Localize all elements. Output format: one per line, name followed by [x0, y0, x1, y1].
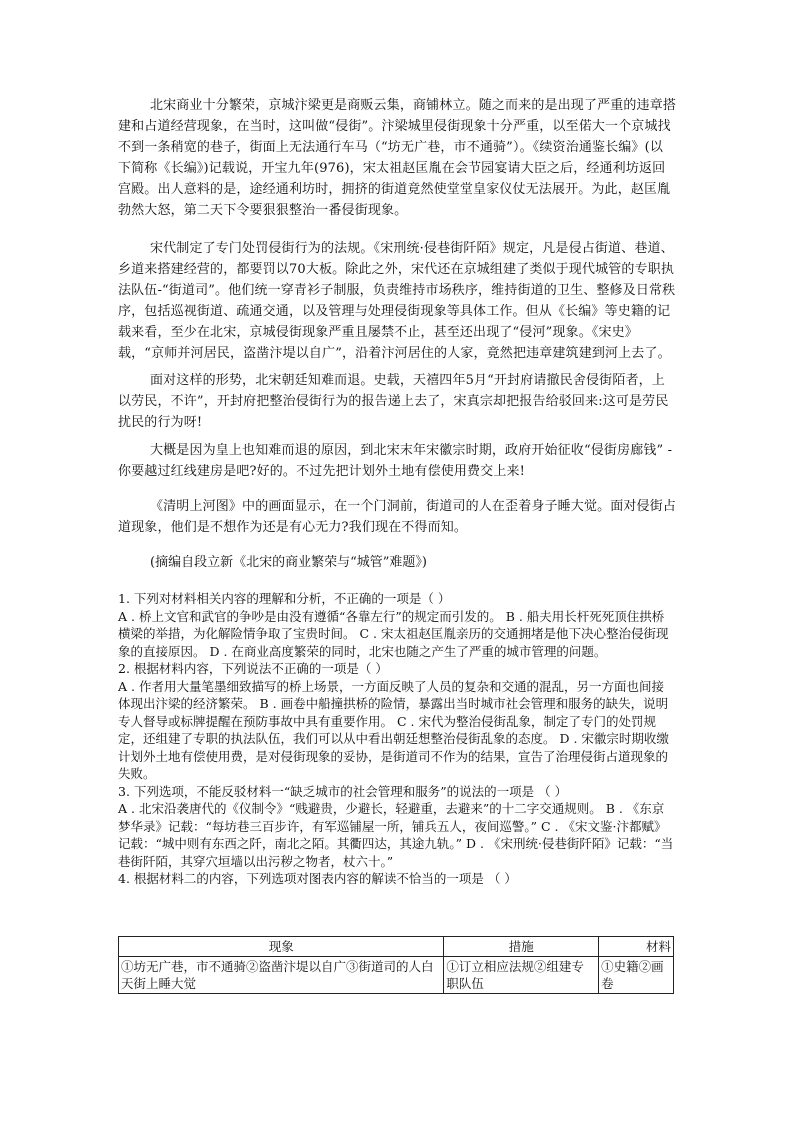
table-cell-phenomenon: ①坊无广巷，市不通骑②盗凿汴堤以自广③街道司的人白天街上睡大觉 — [119, 957, 444, 994]
questions-section — [118, 590, 676, 888]
table-header-row — [119, 937, 674, 957]
paragraph-5: 《清明上河图》中的画面显示，在一个门洞前，街道司的人在歪着身子睡大觉。面对侵街占道现象，他们是不想作为还是有心无力?我们现在不得而知。 — [118, 499, 677, 535]
table-header-phenomenon: 现象 — [119, 937, 444, 957]
analysis-table — [118, 936, 674, 994]
table-header-measures: 措施 — [444, 937, 599, 957]
question-3-options: A . 北宋沿袭唐代的《仪制令》“贱避贵，少避长，轻避重，去避来”的十二字交通规则。 B . 《东京梦华录》记载：“每坊巷三百步许，有军巡铺屋一所，铺兵五人，夜间巡警。” C . 《宋文鉴·汴都赋》记载：“城中则有东西之阡，南北之陌。其衢四达，其途九轨。” D . 《宋刑统·侵巷街阡陌》记载：“当巷街阡陌，其穿穴垣墙以出污秽之物者，杖六十。” — [118, 801, 674, 869]
paragraph-4: 大概是因为皇上也知难而退的原因，到北宋末年宋徽宗时期，政府开始征收“侵街房廊钱” -你要越过红线建房是吧?好的。不过先把计划外土地有偿使用费交上来! — [118, 443, 673, 479]
paragraph-2: 宋代制定了专门处罚侵街行为的法规。《宋刑统·侵巷街阡陌》规定，凡是侵占街道、巷道、乡道来搭建经营的，都要罚以70大板。除此之外，宋代还在京城组建了类似于现代城管的专职执法队伍-“街道司”。他们统一穿青衫子制服，负责维持市场秩序，维持街道的卫生、整修及日常秩序，包括巡视街道、疏通交通，以及管理与处理侵街现象等具体工作。但从《长编》等史籍的记载来看，至少在北宋，京城侵街现象严重且屡禁不止，甚至还出现了“侵河”现象。《宋史》载，“京师并河居民，盗凿汴堤以自广”，沿着汴河居住的人家，竟然把违章建筑建到河上去了。 — [118, 241, 676, 361]
question-3: 3. 下列选项，不能反驳材料一“缺乏城市的社会管理和服务”的说法的一项是 （ ） — [118, 783, 568, 799]
table-header-materials: 材料 — [599, 937, 674, 957]
table-cell-measures: ①订立相应法规②组建专职队伍 — [444, 957, 599, 994]
table-row — [119, 957, 674, 994]
table-cell-materials: ①史籍②画卷 — [599, 957, 674, 994]
question-1: 1. 下列对材料相关内容的理解和分析，不正确的一项是（ ） — [118, 591, 451, 606]
question-2: 2. 根据材料内容，下列说法不正确的一项是（ ） — [118, 661, 388, 676]
source-citation: (摘编自段立新《北宋的商业繁荣与“城管”难题》) — [150, 555, 427, 570]
question-1-options: A . 桥上文官和武官的争吵是由没有遵循“各靠左行”的规定而引发的。 B . 船夫用长杆死死顶住拱桥横梁的举措，为化解险情争取了宝贵时间。 C . 宋太祖赵匡胤亲历的交通拥堵是他下决心整治侵街现象的直接原因。 D . 在商业高度繁荣的同时，北宋也随之产生了严重的城市管理的问题。 — [118, 608, 669, 659]
paragraph-3: 面对这样的形势，北宋朝廷知难而退。史载，天禧四年5月“开封府请撤民舍侵街陌者，上以劳民，不许”，开封府把整治侵街行为的报告递上去了，宋真宗却把报告给驳回来:这可是劳民扰民的行为呀! — [118, 373, 669, 430]
question-4: 4. 根据材料二的内容，下列选项对图表内容的解读不恰当的一项是 （ ） — [118, 871, 517, 886]
paragraph-1: 北宋商业十分繁荣，京城汴梁更是商贩云集，商铺林立。随之而来的是出现了严重的违章搭建和占道经营现象，在当时，这叫做“侵街”。汴梁城里侵街现象十分严重，以至偌大一个京城找不到一条稍宽的巷子，街面上无法通行车马（“坊无广巷，市不通骑”）。《续资治通鉴长编》(以下简称《长编》)记载说，开宝九年(976)，宋太祖赵匡胤在会节园宴请大臣之后，经通利坊返回宫殿。出人意料的是，途经通利坊时，拥挤的街道竟然使堂堂皇家仪仗无法展开。为此，赵匡胤勃然大怒，第二天下令要狠狠整治一番侵街现象。 — [118, 98, 677, 218]
question-2-options: A . 作者用大量笔墨细致描写的桥上场景，一方面反映了人员的复杂和交通的混乱，另一方面也间接体现出汴梁的经济繁荣。 B . 画卷中船撞拱桥的险情，暴露出当时城市社会管理和服务的缺失，说明专人督导或标牌提醒在预防事故中具有重要作用。 C . 宋代为整治侵街乱象，制定了专门的处罚规定，还组建了专职的执法队伍，我们可以从中看出朝廷想整治侵街乱象的态度。 D . 宋徽宗时期收缴计划外土地有偿使用费，是对侵街现象的妥协，是街道司不作为的结果，宣告了治理侵街占道现象的失败。 — [118, 678, 669, 781]
